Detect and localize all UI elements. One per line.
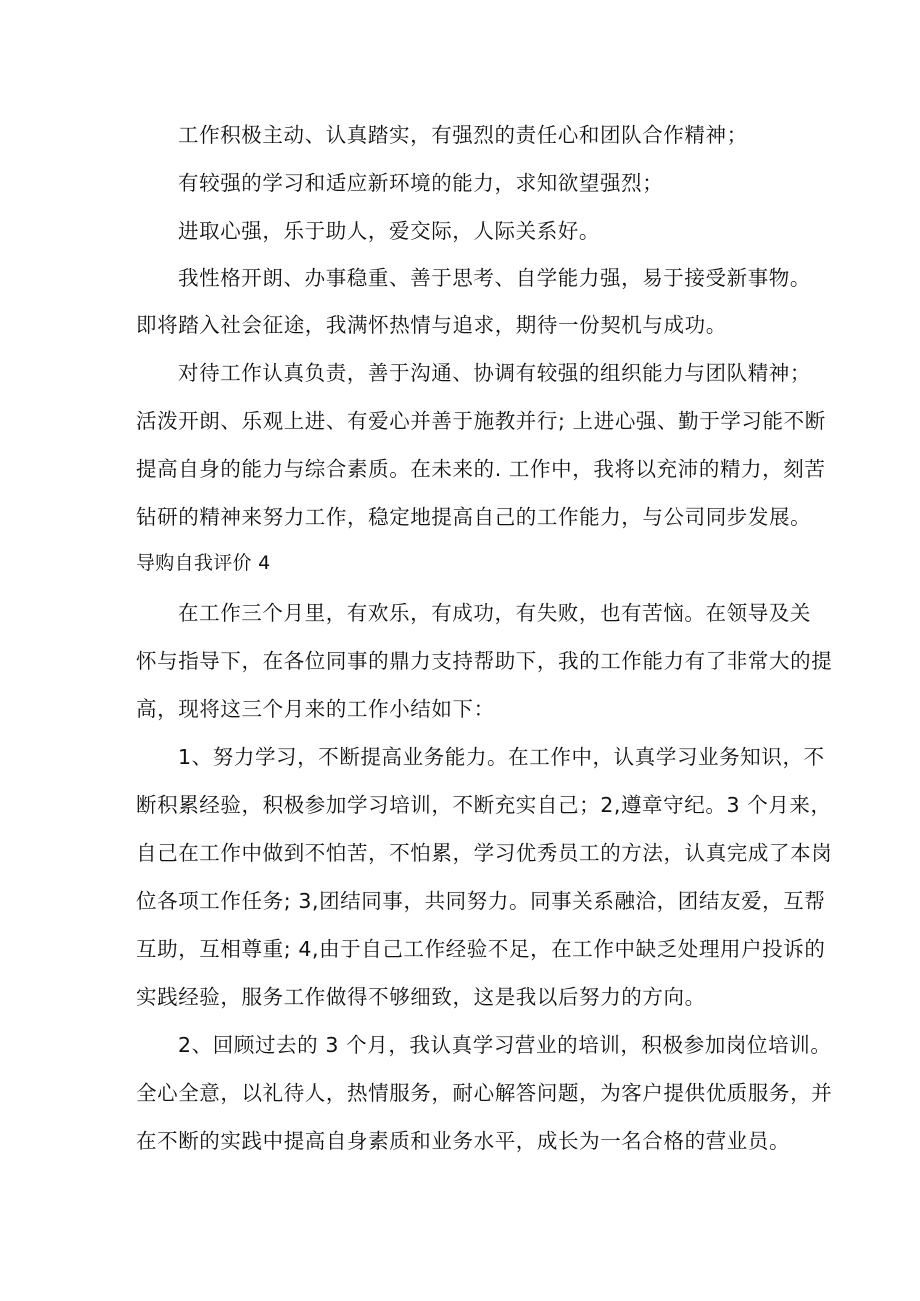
text-line: 高，现将这三个月来的工作小结如下： — [136, 697, 495, 721]
text-line: 我性格开朗、办事稳重、善于思考、自学能力强，易于接受新事物。 — [178, 266, 811, 290]
text-line: 有较强的学习和适应新环境的能力，求知欲望强烈； — [178, 171, 664, 195]
text-line: 全心全意，以礼待人，热情服务，耐心解答问题，为客户提供优质服务，并 — [136, 1081, 833, 1105]
text-line: 工作积极主动、认真踏实，有强烈的责任心和团队合作精神； — [178, 123, 748, 147]
text-line: 即将踏入社会征途，我满怀热情与追求，期待一份契机与成功。 — [136, 313, 727, 337]
text-line: 怀与指导下，在各位同事的鼎力支持帮助下，我的工作能力有了非常大的提 — [136, 649, 833, 673]
text-line: 提高自身的能力与综合素质。在未来的. 工作中，我将以充沛的精力，刻苦 — [136, 457, 826, 481]
text-line: 自己在工作中做到不怕苦，不怕累，学习优秀员工的方法，认真完成了本岗 — [136, 841, 833, 865]
text-line: 进取心强，乐于助人，爱交际，人际关系好。 — [178, 219, 600, 243]
text-line: 2、回顾过去的 3 个月，我认真学习营业的培训，积极参加岗位培训。 — [178, 1033, 832, 1057]
text-line: 在工作三个月里，有欢乐，有成功，有失败，也有苦恼。在领导及关 — [178, 601, 811, 625]
text-line: 位各项工作任务; 3,团结同事，共同努力。同事关系融洽，团结友爱，互帮 — [136, 889, 826, 913]
text-line: 活泼开朗、乐观上进、有爱心并善于施教并行; 上进心强、勤于学习能不断 — [136, 409, 826, 433]
text-line: 在不断的实践中提高自身素质和业务水平，成长为一名合格的营业员。 — [136, 1129, 791, 1153]
text-line: 实践经验，服务工作做得不够细致，这是我以后努力的方向。 — [136, 985, 706, 1009]
text-line: 互助，互相尊重; 4,由于自己工作经验不足，在工作中缺乏处理用户投诉的 — [136, 937, 826, 961]
text-line: 对待工作认真负责，善于沟通、协调有较强的组织能力与团队精神； — [178, 361, 811, 385]
section-heading: 导购自我评价 4 — [136, 552, 271, 574]
text-line: 钻研的精神来努力工作，稳定地提高自己的工作能力，与公司同步发展。 — [136, 505, 812, 529]
text-line: 1、努力学习，不断提高业务能力。在工作中，认真学习业务知识，不 — [178, 745, 825, 769]
text-line: 断积累经验，积极参加学习培训，不断充实自己；2,遵章守纪。3 个月来， — [136, 793, 832, 817]
